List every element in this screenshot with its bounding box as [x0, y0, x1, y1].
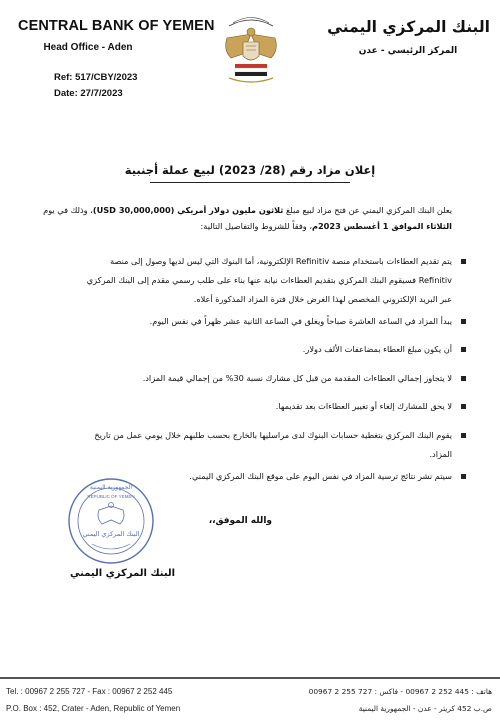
footer-contact-en: Tel. : 00967 2 255 727 - Fax : 00967 2 252 445	[6, 687, 173, 696]
footer-contact-ar: هاتف : 445 252 2 00967 - فاكس : 727 255 2 00967	[308, 687, 492, 696]
footer-divider	[0, 677, 500, 679]
condition-5: لا يحق للمشارك إلغاء أو تغيير العطاءات بعد تقديمها.	[275, 401, 452, 411]
office-ar: المركز الرئيسي - عدن	[358, 46, 458, 56]
office-en: Head Office - Aden	[43, 42, 133, 53]
condition-7: سيتم نشر نتائج ترسية المزاد في نفس اليوم على موقع البنك المركزي اليمني.	[189, 471, 452, 481]
intro-line-1	[43, 202, 452, 218]
intro-text-1c: ، وذلك في يوم	[43, 205, 93, 215]
condition-1-line-3: عبر البريد الإلكتروني المخصص لهذا الغرض خلال فترة المزاد المذكورة أعلاه.	[193, 294, 452, 304]
document-date: Date: 27/7/2023	[54, 88, 123, 99]
seal-outer-text: الجمهورية اليمنية	[89, 484, 133, 491]
intro-amount: ثلاثون مليون دولار أمريكي (30,000,000 USD)	[92, 205, 284, 215]
condition-6-line-2: المزاد.	[429, 449, 452, 459]
bank-seal-icon	[66, 476, 156, 566]
bullet-icon	[461, 259, 466, 264]
auction-date: الثلاثاء الموافق 1 أغسطس 2023م	[311, 221, 452, 231]
seal-center-text: البنك المركزي اليمني	[82, 530, 140, 538]
condition-4: لا يتجاوز إجمالي العطاءات المقدمة من قبل كل مشارك نسبة 30% من إجمالي قيمة المزاد.	[142, 373, 452, 383]
bullet-icon	[461, 376, 466, 381]
condition-3: أن يكون مبلغ العطاء بمضاعفات الألف دولار.	[302, 344, 452, 354]
bullet-icon	[461, 433, 466, 438]
footer-address-en: P.O. Box : 452, Crater - Aden, Republic of Yemen	[6, 704, 181, 713]
yemen-emblem-icon	[215, 8, 287, 86]
closing-phrase: والله الموفق،،	[208, 516, 272, 526]
condition-1-line-2: Refinitiv فسيقوم البنك المركزي بتقديم العطاءات نيابة عنها بناء على طلب رسمي مقدم إلى البنك المركزي	[86, 275, 452, 285]
intro-line-2	[201, 218, 452, 234]
reference-number: Ref: 517/CBY/2023	[54, 72, 138, 83]
announcement-title: إعلان مزاد رقم (28/ 2023) لبيع عملة أجنبية	[124, 163, 376, 177]
bank-name-ar: البنك المركزي اليمني	[327, 18, 490, 36]
bullet-icon	[461, 474, 466, 479]
letterhead-ar	[327, 18, 490, 56]
seal-top-text: REPUBLIC OF YEMEN	[87, 494, 135, 499]
title-underline	[150, 182, 350, 183]
bullet-icon	[461, 347, 466, 352]
signature-label: البنك المركزي اليمني	[70, 568, 176, 579]
bullet-icon	[461, 404, 466, 409]
letterhead-en	[18, 18, 215, 53]
footer-address-ar: ص.ب 452 كريتر - عدن - الجمهورية اليمنية	[358, 704, 492, 713]
bank-name-en: CENTRAL BANK OF YEMEN	[18, 18, 215, 34]
intro-text-2b: ، وفقاً للشروط والتفاصيل التالية:	[200, 221, 312, 231]
condition-1-line-1: يتم تقديم العطاءات باستخدام منصة Refinitiv الإلكترونية، أما البنوك التي ليس لديها وصول إلى منصة	[110, 256, 452, 266]
intro-text-1a: يعلن البنك المركزي اليمني عن فتح مزاد لبيع مبلغ	[283, 205, 452, 215]
condition-6-line-1: يقوم البنك المركزي بتغطية حسابات البنوك لدى مراسليها بالخارج بحسب طلبهم خلال يومي عمل من تاريخ	[94, 430, 452, 440]
bullet-icon	[461, 319, 466, 324]
condition-2: يبدأ المزاد في الساعة العاشرة صباحاً ويغلق في الساعة الثانية عشر ظهراً في نفس اليوم.	[149, 316, 452, 326]
